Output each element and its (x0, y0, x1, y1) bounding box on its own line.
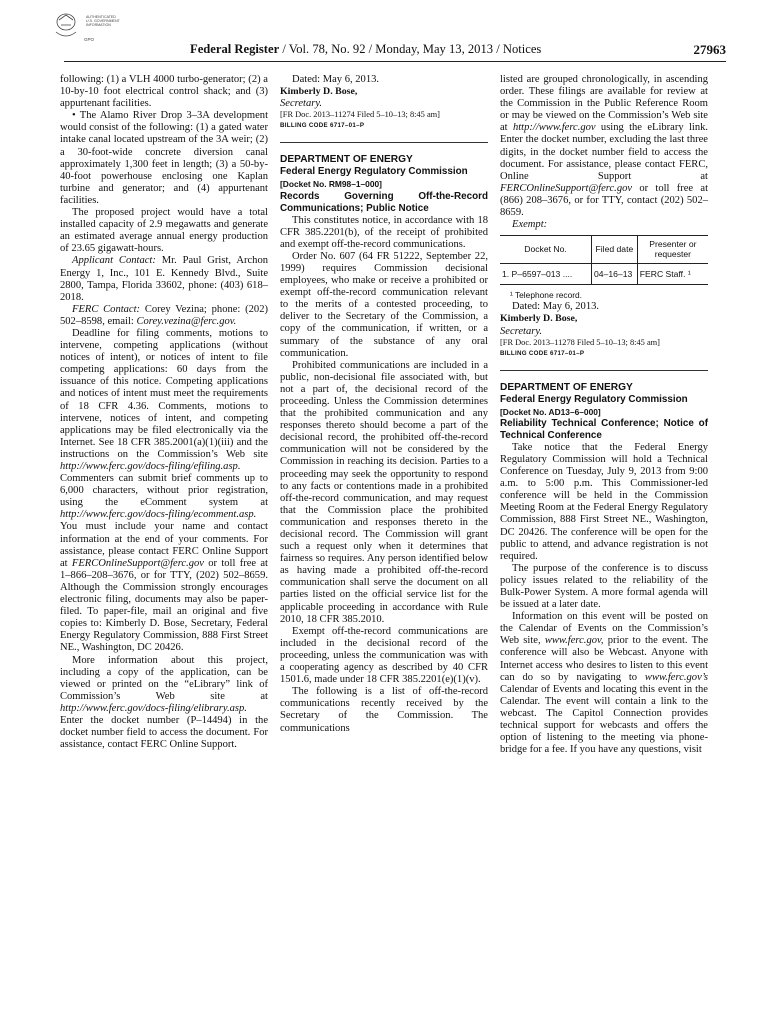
text-run: or toll free at 1–866–208–3676, or for TTY, (202) 502–8659. Although the Commission strongly encourages electronic filing, documents may also be paper-filed. To paper-file, mail an original and five copies to: Kimberly D. Bose, Secretary, Federal Energy Regulatory Commission, 888 First Street NE., Washington, DC 20426. (60, 557, 268, 654)
table-cell: 04–16–13 (592, 264, 638, 285)
paragraph: Order No. 607 (64 FR 51222, September 22, 1999) requires Commission decisional employees, who make or receive a prohibited or exempt off-the-record communication relevant to the merits of a contested proceeding, to deliver to the Secretary of the Commission, a copy of the communication, if written, or a summary of the substance of any oral communication. (280, 250, 488, 359)
signature-date: Dated: May 6, 2013. (292, 74, 379, 85)
column-3 (500, 74, 708, 756)
docket-number: [Docket No. RM98–1–000] (280, 179, 382, 190)
applicant-contact-label: Applicant Contact: (72, 255, 156, 267)
ferc-website-link[interactable]: www.ferc.gov, (544, 635, 604, 647)
header-rule (64, 61, 726, 62)
exempt-communications-table (500, 235, 708, 285)
applicant-contact (60, 255, 268, 303)
paragraph: Prohibited communications are included in a public, non-decisional file associated with, but not a part of, the decisional record of the proceeding. Unless the Commission determines that the prohibited communication and any responses thereto should become a part of the decisional record, the prohibited off-the-record communication will not be considered by the Commission in reaching its decision. Parties to a proceeding may seek the opportunity to respond to any facts or contentions made in a prohibited off-the-record communication, and may request that the Commission place the prohibited communication and responses thereto in the decisional record. The Commission will grant such a request only when it determines that fairness so requires. Any person identified below as having made a prohibited off-the-record communication shall serve the document on all parties listed on the official service list for the applicable proceeding in accordance with Rule 2010, 18 CFR 385.2010. (280, 359, 488, 625)
table-cell: 1. P–6597–013 .... (500, 264, 592, 285)
signature-date: Dated: May 6, 2013. (512, 301, 599, 313)
section-name: Notices (502, 42, 542, 56)
applicant-contact-text: Mr. Paul Grist, Archon Energy 1, Inc., 101 E. Kennedy Blvd., Suite 2800, Tampa, Florida 33602, phone: (403) 618–2018. (60, 255, 268, 303)
text-run: You must include your name and contact information at the end of your comments. For assistance, please contact FERC Online Support at (60, 521, 268, 569)
contact-email-link[interactable]: Corey.vezina@ferc.gov. (136, 315, 237, 327)
agency-heading: DEPARTMENT OF ENERGY (500, 381, 633, 393)
signer-title: Secretary. (500, 325, 543, 337)
column-header: Docket No. (500, 236, 592, 264)
seal-text-1: AUTHENTICATED (86, 15, 116, 19)
column-header: Filed date (592, 236, 638, 264)
seal-text-gpo: GPO (84, 37, 95, 42)
paragraph: This constitutes notice, in accordance with 18 CFR 385.2201(b), of the receipt of prohibited and exempt off-the-record communications. (280, 214, 488, 250)
table-cell: FERC Staff. ¹ (637, 264, 708, 285)
paragraph: The purpose of the conference is to discuss policy issues related to the reliability of the Bulk-Power System. A more formal agenda will be issued at a later date. (500, 562, 708, 611)
paragraph: following: (1) a VLH 4000 turbo-generator; (2) a 10-by-10 foot electrical control shack; and (3) appurtenant facilities. (60, 74, 268, 110)
column-header: Presenter or requester (637, 236, 708, 264)
text-run: using the eLibrary link. Enter the docket number, excluding the last three digits, in the docket number field to access the document. For assistance, please contact FERC, Online Support at (500, 122, 709, 182)
paragraph: Take notice that the Federal Energy Regulatory Commission will hold a Technical Conference on Tuesday, July 9, 2013 from 9:00 a.m. to 5:00 p.m. This Commissioner-led conference will be held in the Commission Meeting Room at the Federal Energy Regulatory Commission, 888 First Street NE., Washington, DC 20426. The conference will be open for the public to attend, and advance registration is not required. (500, 441, 708, 562)
page-number: 27963 (693, 42, 726, 57)
ferc-calendar-link[interactable]: www.ferc.gov’s (644, 671, 709, 683)
paragraph (500, 611, 708, 756)
elibrary-link[interactable]: http://www.ferc.gov/docs-filing/elibrary.asp. (60, 702, 247, 714)
agency-heading: DEPARTMENT OF ENERGY (280, 154, 413, 166)
running-head: Federal Register / Vol. 78, No. 92 / Monday, May 13, 2013 / Notices (190, 42, 542, 56)
paragraph: Exempt off-the-record communications are included in the decisional record of the proceeding, unless the communication was with a cooperating agency as described by 40 CFR 1501.6, made under 18 CFR 385.2201(e)(1)(v). (280, 625, 488, 686)
ferc-contact (60, 304, 268, 328)
bullet-paragraph: • The Alamo River Drop 3–3A development would consist of the following: (1) a gated water intake canal located upstream of the 3A weir; (2) a 30-foot-wide concrete diversion canal approximately 1,300 feet in length; (3) a 50-by-40-foot powerhouse enclosing one Kaplan turbine and generator; and (4) appurtenant facilities. (60, 110, 268, 206)
column-1 (60, 74, 268, 751)
paragraph (500, 74, 708, 219)
column-2 (280, 74, 488, 735)
seal-text-3: INFORMATION (86, 23, 111, 27)
text-run: Calendar of Events and locating this event in the Calendar. The event will contain a link to the webcast. The Capitol Connection provides technical support for webcasts and offers the option of listening to the meeting via phone-bridge for a fee. If you have any questions, visit (500, 683, 708, 756)
fr-doc-line: [FR Doc. 2013–11278 Filed 5–10–13; 8:45 am] (500, 337, 660, 347)
text-run: prior to the event. The conference will also be Webcast. Anyone with Internet access who desires to listen to this event can do so by navigating to (500, 635, 709, 683)
signer-title: Secretary. (280, 98, 323, 110)
seal-text-2: U.S. GOVERNMENT (86, 19, 120, 23)
issue-date: Monday, May 13, 2013 (375, 42, 494, 56)
text-run: More information about this project, including a copy of the application, can be viewed or printed on the “eLibrary” link of Commission’s Web site at (60, 654, 268, 702)
fr-doc-line: [FR Doc. 2013–11274 Filed 5–10–13; 8:45 am] (280, 110, 440, 120)
efiling-link[interactable]: http://www.ferc.gov/docs-filing/efiling.asp. (60, 461, 241, 472)
section-divider (500, 370, 708, 371)
ecomment-link[interactable]: http://www.ferc.gov/docs-filing/ecomment.asp. (60, 509, 257, 521)
ferc-contact-text: Corey Vezina; phone: (202) 502–8598, email: (60, 303, 268, 327)
ferc-website-link[interactable]: http://www.ferc.gov (512, 122, 596, 134)
support-email-link[interactable]: FERCOnlineSupport@ferc.gov (500, 182, 633, 194)
billing-code: BILLING CODE 6717–01–P (500, 349, 585, 357)
table-row (500, 264, 708, 285)
text-run: Information on this event will be posted on the Calendar of Events on the Commission’s Web site, (500, 611, 708, 647)
running-header (64, 42, 726, 60)
signer-name: Kimberly D. Bose, (280, 86, 358, 98)
text-run: Deadline for filing comments, motions to intervene, competing applications (without notices of intent), or notices of intent to file competing applications: 60 days from the issuance of this notice. Competing applications and notices of intent must meet the requirements of 18 CFR 4.36. Comments, motions to intervene, notices of intent, and competing applications may be filed electronically via the Internet. See 18 CFR 385.2001(a)(1)(iii) and the instructions on the Commission’s Web site (60, 327, 268, 460)
signer-name: Kimberly D. Bose, (500, 313, 578, 325)
deadline-paragraph (60, 328, 268, 655)
more-info-paragraph (60, 655, 268, 752)
text-run: Enter the docket number (P–14494) in the docket number field to access the document. For assistance, contact FERC Online Support. (60, 714, 268, 751)
section-divider (280, 142, 488, 143)
subagency-heading: Federal Energy Regulatory Commission (500, 393, 688, 405)
journal-name: Federal Register (190, 42, 280, 56)
text-run: or toll free at (866) 208–3676, or for TTY, contact (202) 502–8659. (500, 182, 708, 219)
volume-info: Vol. 78, No. 92 (288, 42, 366, 56)
billing-code: BILLING CODE 6717–01–P (280, 122, 365, 130)
paragraph: The proposed project would have a total installed capacity of 2.9 megawatts and generate an estimated average annual energy production of 23.65 gigawatt-hours. (60, 207, 268, 255)
table-header-row (500, 236, 708, 264)
ferc-contact-label: FERC Contact: (72, 303, 141, 315)
text-run: Commenters can submit brief comments up to 6,000 characters, without prior registration, using the eComment system at (60, 473, 268, 509)
subagency-heading: Federal Energy Regulatory Commission (280, 166, 468, 178)
text-run: listed are grouped chronologically, in ascending order. These filings are available for review at the Commission in the Public Reference Room or may be viewed on the Commission’s Web site at (500, 74, 708, 134)
docket-number: [Docket No. AD13–6–000] (500, 406, 601, 417)
notice-subject: Records Governing Off-the-Record Communications; Public Notice (280, 190, 488, 214)
exempt-label: Exempt: (512, 219, 548, 231)
support-email-link[interactable]: FERCOnlineSupport@ferc.gov (71, 557, 204, 569)
notice-subject: Reliability Technical Conference; Notice of Technical Conference (500, 417, 708, 441)
gpo-authentication-seal-icon (26, 10, 120, 44)
paragraph: The following is a list of off-the-record communications recently received by the Secretary of the Commission. The communications (280, 686, 488, 734)
table-footnote: ¹ Telephone record. (510, 290, 583, 301)
